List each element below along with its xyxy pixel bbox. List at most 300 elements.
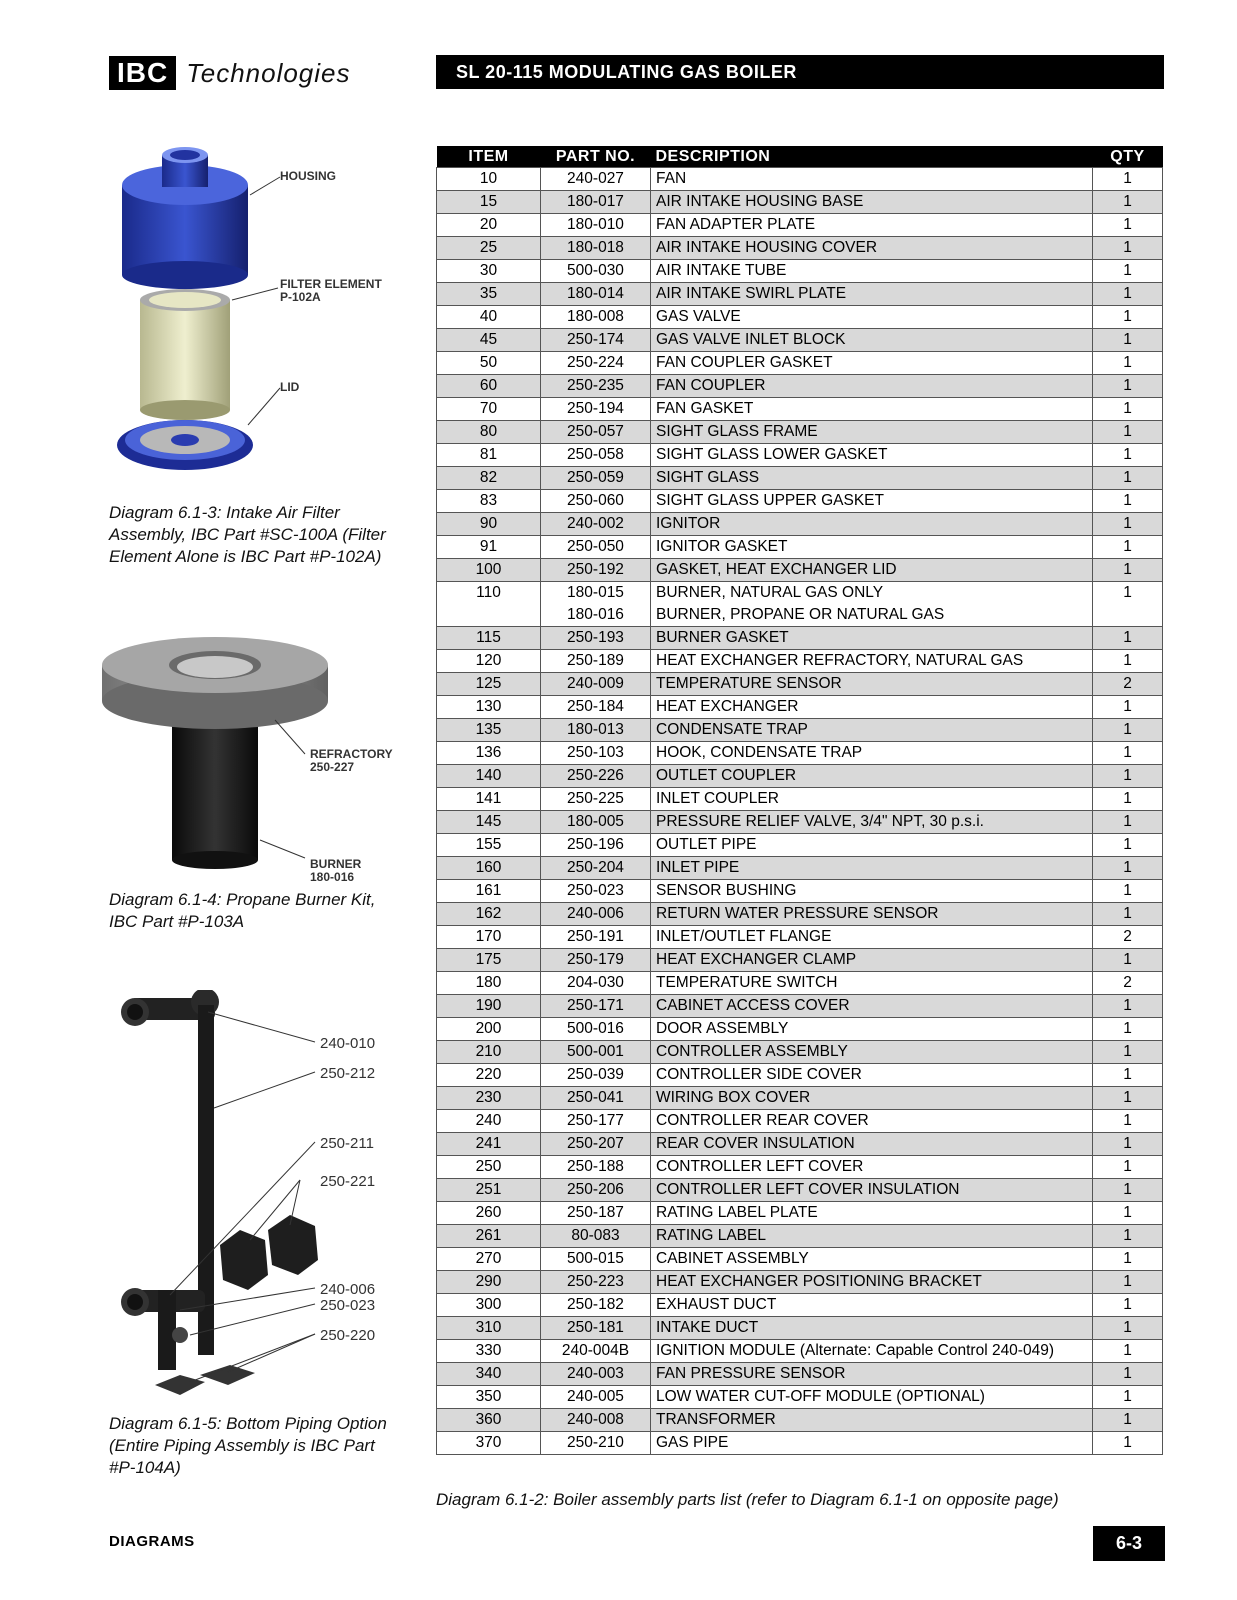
item-cell: 81: [437, 444, 541, 467]
table-row: [437, 1294, 1163, 1317]
lid-label: LID: [280, 380, 300, 394]
description-cell: CONDENSATE TRAP: [651, 719, 1093, 742]
part-no-cell: 240-002: [541, 513, 651, 536]
table-row: [437, 627, 1163, 650]
item-cell: 340: [437, 1363, 541, 1386]
item-cell: 190: [437, 995, 541, 1018]
table-row: [437, 949, 1163, 972]
page-title: SL 20-115 MODULATING GAS BOILER: [436, 55, 1164, 89]
description-cell: SIGHT GLASS UPPER GASKET: [651, 490, 1093, 513]
table-header-row: [437, 146, 1163, 168]
part-no-cell: 250-192: [541, 559, 651, 582]
item-cell: 135: [437, 719, 541, 742]
caption-line: IBC Part #P-103A: [109, 912, 245, 931]
item-cell: 300: [437, 1294, 541, 1317]
caption-line: Diagram 6.1-3: Intake Air Filter: [109, 503, 340, 522]
housing-part: [122, 147, 248, 289]
table-row: [437, 1386, 1163, 1409]
table-row: [437, 306, 1163, 329]
description-cell: WIRING BOX COVER: [651, 1087, 1093, 1110]
part-no-cell: 180-008: [541, 306, 651, 329]
item-cell: 90: [437, 513, 541, 536]
piping-diagram-caption: [109, 1413, 387, 1479]
item-cell: 145: [437, 811, 541, 834]
description-cell: FAN COUPLER GASKET: [651, 352, 1093, 375]
part-no-cell: 250-181: [541, 1317, 651, 1340]
qty-cell: 1: [1093, 1179, 1163, 1202]
item-cell: 91: [437, 536, 541, 559]
qty-cell: 1: [1093, 1363, 1163, 1386]
part-no-cell: 250-171: [541, 995, 651, 1018]
item-cell: 140: [437, 765, 541, 788]
qty-cell: 1: [1093, 582, 1163, 605]
caption-line: Diagram 6.1-4: Propane Burner Kit,: [109, 890, 376, 909]
description-cell: RATING LABEL: [651, 1225, 1093, 1248]
burner-part-label: 180-016: [310, 870, 355, 884]
description-cell: DOOR ASSEMBLY: [651, 1018, 1093, 1041]
table-row: [437, 582, 1163, 605]
qty-cell: 1: [1093, 1294, 1163, 1317]
item-cell: 136: [437, 742, 541, 765]
description-cell: SENSOR BUSHING: [651, 880, 1093, 903]
part-callout: 250-221: [320, 1173, 376, 1190]
item-cell: 100: [437, 559, 541, 582]
qty-cell: 1: [1093, 237, 1163, 260]
qty-cell: 1: [1093, 329, 1163, 352]
caption-line: #P-104A): [109, 1458, 181, 1477]
part-callout: 240-010: [320, 1035, 376, 1052]
section-label: DIAGRAMS: [109, 1533, 195, 1550]
table-row: [437, 559, 1163, 582]
column-header-qty: QTY: [1093, 146, 1163, 168]
logo-mark: IBC: [109, 56, 176, 90]
item-cell: 110: [437, 582, 541, 605]
qty-cell: 1: [1093, 903, 1163, 926]
description-cell: HEAT EXCHANGER: [651, 696, 1093, 719]
table-row: [437, 1409, 1163, 1432]
part-no-cell: 250-223: [541, 1271, 651, 1294]
part-no-cell: 250-191: [541, 926, 651, 949]
description-cell: FAN PRESSURE SENSOR: [651, 1363, 1093, 1386]
table-row: [437, 972, 1163, 995]
refractory-part-label: 250-227: [310, 760, 355, 774]
qty-cell: 1: [1093, 1087, 1163, 1110]
description-cell: FAN GASKET: [651, 398, 1093, 421]
table-row: [437, 719, 1163, 742]
table-row: [437, 811, 1163, 834]
logo-text: Technologies: [186, 57, 351, 88]
qty-cell: 1: [1093, 742, 1163, 765]
item-cell: 170: [437, 926, 541, 949]
part-no-cell: 250-058: [541, 444, 651, 467]
item-cell: 45: [437, 329, 541, 352]
part-no-cell: 250-224: [541, 352, 651, 375]
table-row: [437, 237, 1163, 260]
caption-line: Assembly, IBC Part #SC-100A (Filter: [109, 525, 386, 544]
item-cell: 160: [437, 857, 541, 880]
part-no-cell: 240-006: [541, 903, 651, 926]
item-cell: 10: [437, 168, 541, 191]
qty-cell: 1: [1093, 1409, 1163, 1432]
table-row: [437, 765, 1163, 788]
item-cell: 115: [437, 627, 541, 650]
parts-list-table: [436, 146, 1163, 1455]
part-no-cell: 250-204: [541, 857, 651, 880]
table-row: [437, 1133, 1163, 1156]
column-header-part-no: PART NO.: [541, 146, 651, 168]
part-no-cell: 240-003: [541, 1363, 651, 1386]
part-no-cell: 80-083: [541, 1225, 651, 1248]
qty-cell: 1: [1093, 283, 1163, 306]
qty-cell: 1: [1093, 765, 1163, 788]
description-cell: AIR INTAKE HOUSING BASE: [651, 191, 1093, 214]
item-cell: 40: [437, 306, 541, 329]
description-cell: BURNER, PROPANE OR NATURAL GAS: [651, 604, 1093, 627]
description-cell: GAS VALVE: [651, 306, 1093, 329]
ibc-logo: [109, 55, 351, 91]
part-no-cell: 180-005: [541, 811, 651, 834]
qty-cell: 1: [1093, 421, 1163, 444]
description-cell: HEAT EXCHANGER CLAMP: [651, 949, 1093, 972]
qty-cell: 1: [1093, 1340, 1163, 1363]
description-cell: OUTLET PIPE: [651, 834, 1093, 857]
refractory-label: REFRACTORY: [310, 747, 393, 761]
part-no-cell: 180-014: [541, 283, 651, 306]
item-cell: 251: [437, 1179, 541, 1202]
qty-cell: 1: [1093, 559, 1163, 582]
table-row: [437, 1110, 1163, 1133]
description-cell: FAN: [651, 168, 1093, 191]
table-row: [437, 1087, 1163, 1110]
part-no-cell: 250-206: [541, 1179, 651, 1202]
qty-cell: 1: [1093, 834, 1163, 857]
burner-diagram-caption: [109, 889, 375, 933]
item-cell: 161: [437, 880, 541, 903]
description-cell: CONTROLLER LEFT COVER: [651, 1156, 1093, 1179]
description-cell: CABINET ACCESS COVER: [651, 995, 1093, 1018]
qty-cell: 1: [1093, 490, 1163, 513]
item-cell: 270: [437, 1248, 541, 1271]
part-no-cell: 250-225: [541, 788, 651, 811]
part-no-cell: 180-015: [541, 582, 651, 605]
qty-cell: 1: [1093, 260, 1163, 283]
table-row: [437, 650, 1163, 673]
filter-diagram-caption: [109, 502, 386, 568]
qty-cell: 1: [1093, 696, 1163, 719]
qty-cell: 1: [1093, 214, 1163, 237]
description-cell: FAN ADAPTER PLATE: [651, 214, 1093, 237]
description-cell: CABINET ASSEMBLY: [651, 1248, 1093, 1271]
table-row: [437, 1225, 1163, 1248]
table-row: [437, 673, 1163, 696]
qty-cell: 1: [1093, 1386, 1163, 1409]
qty-cell: [1093, 604, 1163, 627]
item-cell: 141: [437, 788, 541, 811]
table-row: [437, 788, 1163, 811]
item-cell: 220: [437, 1064, 541, 1087]
description-cell: AIR INTAKE SWIRL PLATE: [651, 283, 1093, 306]
part-no-cell: 250-103: [541, 742, 651, 765]
description-cell: OUTLET COUPLER: [651, 765, 1093, 788]
qty-cell: 1: [1093, 398, 1163, 421]
qty-cell: 1: [1093, 627, 1163, 650]
description-cell: LOW WATER CUT-OFF MODULE (OPTIONAL): [651, 1386, 1093, 1409]
burner-kit-diagram: [100, 620, 430, 890]
part-no-cell: 180-013: [541, 719, 651, 742]
table-row: [437, 191, 1163, 214]
item-cell: 210: [437, 1041, 541, 1064]
item-cell: 230: [437, 1087, 541, 1110]
item-cell: 82: [437, 467, 541, 490]
description-cell: GAS PIPE: [651, 1432, 1093, 1455]
table-row: [437, 1271, 1163, 1294]
table-row: [437, 329, 1163, 352]
item-cell: 83: [437, 490, 541, 513]
filter-element-label: FILTER ELEMENT: [280, 277, 382, 291]
item-cell: 25: [437, 237, 541, 260]
table-row: [437, 995, 1163, 1018]
part-no-cell: 250-174: [541, 329, 651, 352]
qty-cell: 1: [1093, 995, 1163, 1018]
description-cell: EXHAUST DUCT: [651, 1294, 1093, 1317]
part-no-cell: 500-001: [541, 1041, 651, 1064]
part-no-cell: 250-060: [541, 490, 651, 513]
part-no-cell: 250-182: [541, 1294, 651, 1317]
table-row: [437, 283, 1163, 306]
qty-cell: 1: [1093, 444, 1163, 467]
qty-cell: 2: [1093, 972, 1163, 995]
table-row: [437, 421, 1163, 444]
part-no-cell: 250-193: [541, 627, 651, 650]
item-cell: 290: [437, 1271, 541, 1294]
qty-cell: 1: [1093, 352, 1163, 375]
description-cell: REAR COVER INSULATION: [651, 1133, 1093, 1156]
table-row: [437, 398, 1163, 421]
part-no-cell: 250-177: [541, 1110, 651, 1133]
description-cell: BURNER GASKET: [651, 627, 1093, 650]
description-cell: HEAT EXCHANGER REFRACTORY, NATURAL GAS: [651, 650, 1093, 673]
item-cell: 35: [437, 283, 541, 306]
part-no-cell: 180-016: [541, 604, 651, 627]
housing-label: HOUSING: [280, 169, 337, 183]
part-no-cell: 250-189: [541, 650, 651, 673]
table-row: [437, 536, 1163, 559]
item-cell: 175: [437, 949, 541, 972]
description-cell: CONTROLLER LEFT COVER INSULATION: [651, 1179, 1093, 1202]
table-row: [437, 926, 1163, 949]
part-no-cell: 500-016: [541, 1018, 651, 1041]
item-cell: 20: [437, 214, 541, 237]
filter-part-label: P-102A: [280, 290, 321, 304]
item-cell: 70: [437, 398, 541, 421]
item-cell: 240: [437, 1110, 541, 1133]
qty-cell: 2: [1093, 673, 1163, 696]
column-header-description: DESCRIPTION: [651, 146, 1093, 168]
table-row: [437, 696, 1163, 719]
part-no-cell: 250-187: [541, 1202, 651, 1225]
table-row: [437, 834, 1163, 857]
part-no-cell: 250-039: [541, 1064, 651, 1087]
table-row: [437, 880, 1163, 903]
part-no-cell: 250-207: [541, 1133, 651, 1156]
part-no-cell: 180-018: [541, 237, 651, 260]
part-no-cell: 240-008: [541, 1409, 651, 1432]
part-no-cell: 250-057: [541, 421, 651, 444]
table-row: [437, 490, 1163, 513]
qty-cell: 1: [1093, 1432, 1163, 1455]
table-row: [437, 1340, 1163, 1363]
parts-list-body: [437, 168, 1163, 1455]
item-cell: 261: [437, 1225, 541, 1248]
item-cell: 162: [437, 903, 541, 926]
item-cell: 80: [437, 421, 541, 444]
description-cell: TEMPERATURE SWITCH: [651, 972, 1093, 995]
part-callout: 240-006: [320, 1281, 376, 1298]
item-cell: [437, 604, 541, 627]
description-cell: INLET PIPE: [651, 857, 1093, 880]
item-cell: 180: [437, 972, 541, 995]
item-cell: 250: [437, 1156, 541, 1179]
qty-cell: 1: [1093, 1041, 1163, 1064]
description-cell: FAN COUPLER: [651, 375, 1093, 398]
part-no-cell: 500-030: [541, 260, 651, 283]
piping-part: [121, 990, 318, 1395]
table-row: [437, 260, 1163, 283]
filter-element-part: [140, 289, 230, 420]
table-row: [437, 1018, 1163, 1041]
item-cell: 260: [437, 1202, 541, 1225]
qty-cell: 1: [1093, 1156, 1163, 1179]
description-cell: RETURN WATER PRESSURE SENSOR: [651, 903, 1093, 926]
item-cell: 370: [437, 1432, 541, 1455]
lid-part: [117, 420, 253, 470]
item-cell: 15: [437, 191, 541, 214]
table-row: [437, 352, 1163, 375]
item-cell: 310: [437, 1317, 541, 1340]
qty-cell: 2: [1093, 926, 1163, 949]
description-cell: IGNITION MODULE (Alternate: Capable Control 240-049): [651, 1340, 1093, 1363]
table-row: [437, 1248, 1163, 1271]
item-cell: 125: [437, 673, 541, 696]
qty-cell: 1: [1093, 719, 1163, 742]
part-no-cell: 250-196: [541, 834, 651, 857]
qty-cell: 1: [1093, 1018, 1163, 1041]
description-cell: INLET COUPLER: [651, 788, 1093, 811]
qty-cell: 1: [1093, 1202, 1163, 1225]
item-cell: 30: [437, 260, 541, 283]
item-cell: 200: [437, 1018, 541, 1041]
description-cell: AIR INTAKE TUBE: [651, 260, 1093, 283]
description-cell: BURNER, NATURAL GAS ONLY: [651, 582, 1093, 605]
table-row: [437, 742, 1163, 765]
item-cell: 120: [437, 650, 541, 673]
part-no-cell: 250-179: [541, 949, 651, 972]
part-no-cell: 250-188: [541, 1156, 651, 1179]
part-callout: 250-220: [320, 1327, 376, 1344]
qty-cell: 1: [1093, 1248, 1163, 1271]
description-cell: GAS VALVE INLET BLOCK: [651, 329, 1093, 352]
qty-cell: 1: [1093, 949, 1163, 972]
qty-cell: 1: [1093, 168, 1163, 191]
item-cell: 50: [437, 352, 541, 375]
qty-cell: 1: [1093, 306, 1163, 329]
part-no-cell: 250-184: [541, 696, 651, 719]
part-callout: 250-211: [320, 1135, 374, 1152]
table-row: [437, 1179, 1163, 1202]
table-row: [437, 1064, 1163, 1087]
table-row: [437, 1156, 1163, 1179]
description-cell: TEMPERATURE SENSOR: [651, 673, 1093, 696]
qty-cell: 1: [1093, 191, 1163, 214]
part-no-cell: 250-041: [541, 1087, 651, 1110]
table-row: [437, 513, 1163, 536]
part-no-cell: 250-226: [541, 765, 651, 788]
qty-cell: 1: [1093, 1225, 1163, 1248]
part-no-cell: 500-015: [541, 1248, 651, 1271]
item-cell: 330: [437, 1340, 541, 1363]
part-callout: 250-212: [320, 1065, 376, 1082]
item-cell: 155: [437, 834, 541, 857]
description-cell: PRESSURE RELIEF VALVE, 3/4" NPT, 30 p.s.i.: [651, 811, 1093, 834]
description-cell: CONTROLLER REAR COVER: [651, 1110, 1093, 1133]
qty-cell: 1: [1093, 880, 1163, 903]
qty-cell: 1: [1093, 1064, 1163, 1087]
burner-label: BURNER: [310, 857, 362, 871]
table-row: [437, 375, 1163, 398]
table-row: [437, 1432, 1163, 1455]
qty-cell: 1: [1093, 1271, 1163, 1294]
part-no-cell: 250-050: [541, 536, 651, 559]
part-no-cell: 240-009: [541, 673, 651, 696]
qty-cell: 1: [1093, 1133, 1163, 1156]
table-row: [437, 857, 1163, 880]
filter-assembly-diagram: [100, 140, 430, 500]
table-row: [437, 604, 1163, 627]
part-callout: 250-023: [320, 1297, 376, 1314]
qty-cell: 1: [1093, 650, 1163, 673]
description-cell: HEAT EXCHANGER POSITIONING BRACKET: [651, 1271, 1093, 1294]
description-cell: SIGHT GLASS FRAME: [651, 421, 1093, 444]
description-cell: IGNITOR: [651, 513, 1093, 536]
item-cell: 360: [437, 1409, 541, 1432]
part-no-cell: 180-017: [541, 191, 651, 214]
column-header-item: ITEM: [437, 146, 541, 168]
description-cell: SIGHT GLASS: [651, 467, 1093, 490]
table-caption: Diagram 6.1-2: Boiler assembly parts list (refer to Diagram 6.1-1 on opposite page): [436, 1490, 1059, 1509]
part-no-cell: 240-027: [541, 168, 651, 191]
description-cell: IGNITOR GASKET: [651, 536, 1093, 559]
qty-cell: 1: [1093, 857, 1163, 880]
description-cell: HOOK, CONDENSATE TRAP: [651, 742, 1093, 765]
part-no-cell: 240-005: [541, 1386, 651, 1409]
qty-cell: 1: [1093, 536, 1163, 559]
table-row: [437, 214, 1163, 237]
table-row: [437, 1202, 1163, 1225]
qty-cell: 1: [1093, 788, 1163, 811]
description-cell: INLET/OUTLET FLANGE: [651, 926, 1093, 949]
item-cell: 241: [437, 1133, 541, 1156]
qty-cell: 1: [1093, 375, 1163, 398]
table-row: [437, 444, 1163, 467]
qty-cell: 1: [1093, 1317, 1163, 1340]
description-cell: INTAKE DUCT: [651, 1317, 1093, 1340]
item-cell: 130: [437, 696, 541, 719]
description-cell: AIR INTAKE HOUSING COVER: [651, 237, 1093, 260]
description-cell: RATING LABEL PLATE: [651, 1202, 1093, 1225]
caption-line: Element Alone is IBC Part #P-102A): [109, 547, 382, 566]
page-number: 6-3: [1093, 1526, 1165, 1561]
part-no-cell: 250-023: [541, 880, 651, 903]
